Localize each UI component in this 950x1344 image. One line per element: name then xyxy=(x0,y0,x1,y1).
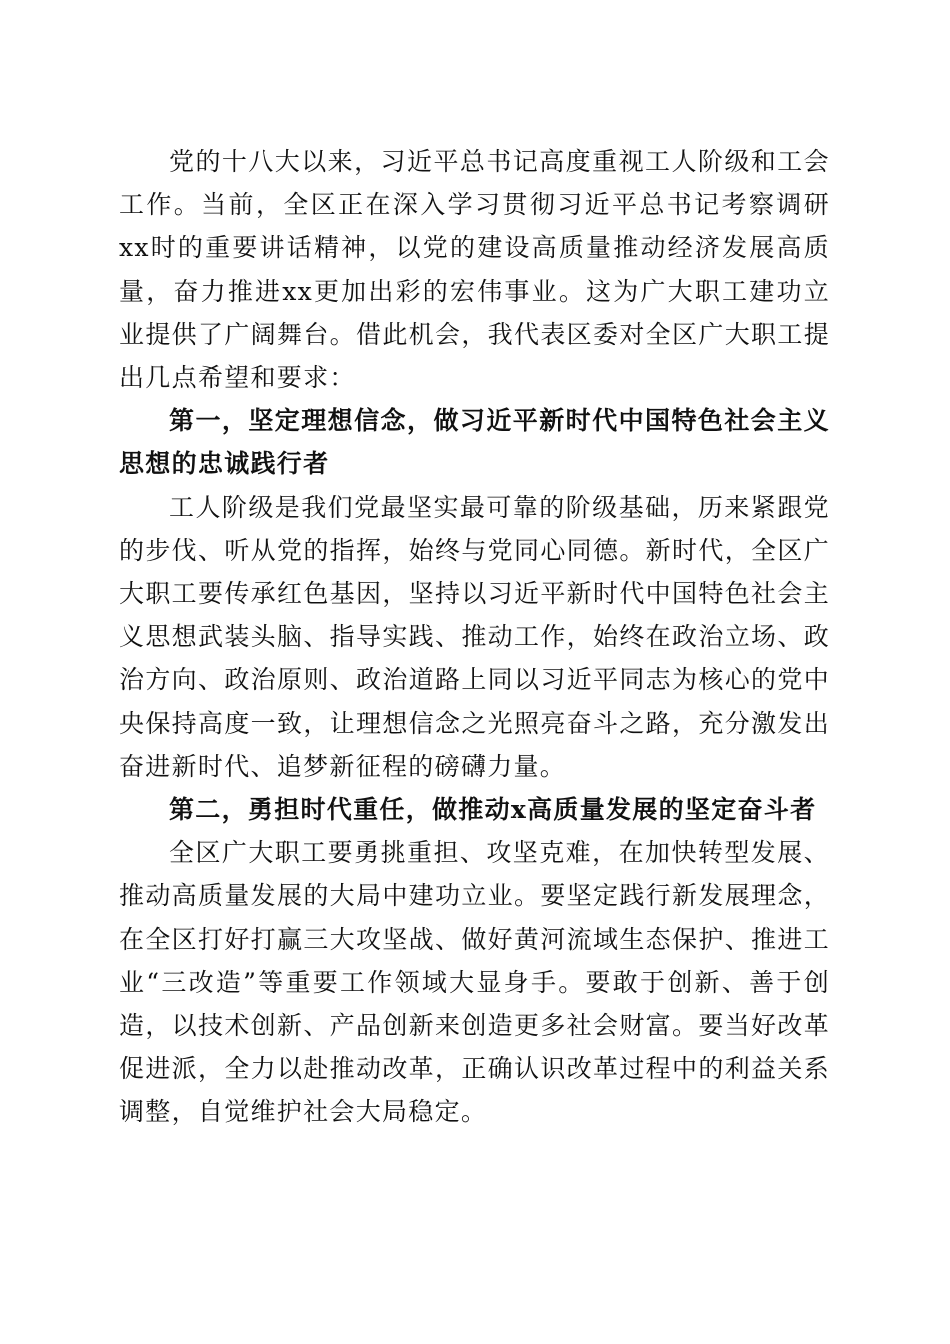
paragraph-second-body: 全区广大职工要勇挑重担、攻坚克难，在加快转型发展、推动高质量发展的大局中建功立业。要坚定践行新发展理念，在全区打好打赢三大攻坚战、做好黄河流域生态保护、推进工业“三改造”等重要工作领域大显身手。要敢于创新、善于创造，以技术创新、产品创新来创造更多社会财富。要当好改革促进派，全力以赴推动改革，正确认识改革过程中的利益关系调整，自觉维护社会大局稳定。 xyxy=(119,838,830,1127)
document-body xyxy=(119,140,830,1134)
section-heading-second: 第二，勇担时代重任，做推动x高质量发展的坚定奋斗者 xyxy=(169,795,817,825)
paragraph-intro: 党的十八大以来，习近平总书记高度重视工人阶级和工会工作。当前，全区正在深入学习贯彻习近平总书记考察调研xx时的重要讲话精神，以党的建设高质量推动经济发展高质量，奋力推进xx更加出彩的宏伟事业。这为广大职工建功立业提供了广阔舞台。借此机会，我代表区委对全区广大职工提出几点希望和要求： xyxy=(119,147,830,393)
paragraph-first-body: 工人阶级是我们党最坚实最可靠的阶级基础，历来紧跟党的步伐、听从党的指挥，始终与党同心同德。新时代，全区广大职工要传承红色基因，坚持以习近平新时代中国特色社会主义思想武装头脑、指导实践、推动工作，始终在政治立场、政治方向、政治原则、政治道路上同以习近平同志为核心的党中央保持高度一致，让理想信念之光照亮奋斗之路，充分激发出奋进新时代、追梦新征程的磅礴力量。 xyxy=(119,492,830,781)
section-heading-first: 第一，坚定理想信念，做习近平新时代中国特色社会主义思想的忠诚践行者 xyxy=(119,406,830,479)
